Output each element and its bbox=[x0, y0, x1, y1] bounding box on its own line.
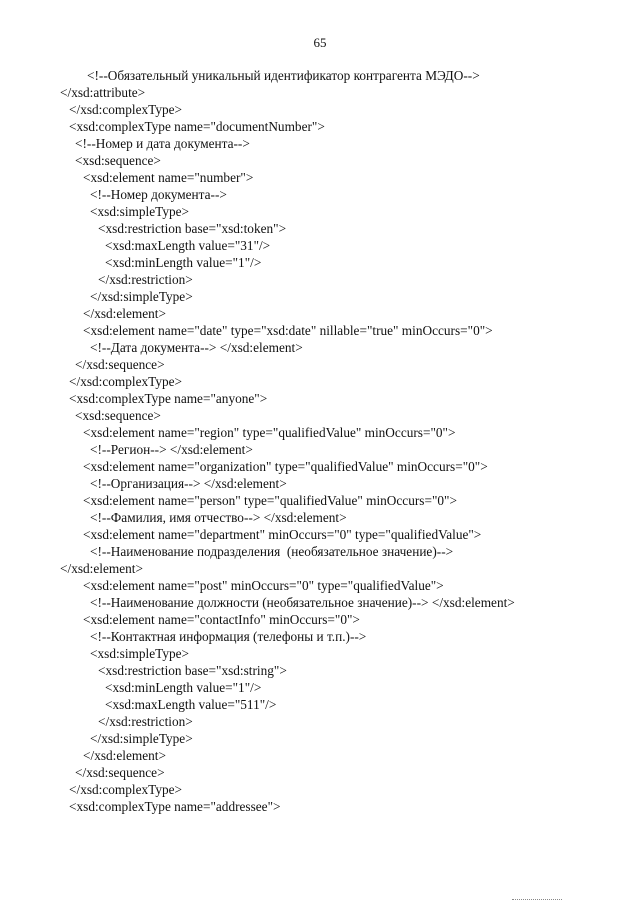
code-line: <!--Номер и дата документа--> bbox=[75, 136, 250, 151]
code-line: <xsd:minLength value="1"/> bbox=[105, 255, 262, 270]
code-line: <xsd:minLength value="1"/> bbox=[105, 680, 262, 695]
code-line: <!--Дата документа--> </xsd:element> bbox=[90, 340, 303, 355]
code-line: <!--Наименование подразделения (необязательное значение)--> bbox=[90, 544, 454, 559]
code-line: </xsd:restriction> bbox=[98, 272, 193, 287]
code-line: <xsd:element name="contactInfo" minOccurs="0"> bbox=[83, 612, 360, 627]
code-line: <!--Контактная информация (телефоны и т.п.)--> bbox=[90, 629, 367, 644]
code-line: <xsd:element name="organization" type="qualifiedValue" minOccurs="0"> bbox=[83, 459, 488, 474]
code-line: <xsd:sequence> bbox=[75, 408, 161, 423]
page-number: 65 bbox=[313, 35, 327, 50]
code-line: <!--Регион--> </xsd:element> bbox=[90, 442, 253, 457]
code-line: </xsd:attribute> bbox=[60, 85, 146, 100]
code-line: <!--Обязательный уникальный идентификатор контрагента МЭДО--> bbox=[87, 68, 480, 83]
code-line: <xsd:restriction base="xsd:token"> bbox=[98, 221, 287, 236]
code-line: <xsd:element name="date" type="xsd:date" nillable="true" minOccurs="0"> bbox=[83, 323, 493, 338]
code-line: </xsd:complexType> bbox=[69, 102, 183, 117]
code-line: <!--Фамилия, имя отчество--> </xsd:element> bbox=[90, 510, 347, 525]
code-line: <xsd:element name="person" type="qualifiedValue" minOccurs="0"> bbox=[83, 493, 457, 508]
code-line: <xsd:maxLength value="31"/> bbox=[105, 238, 271, 253]
code-line: <xsd:maxLength value="511"/> bbox=[105, 697, 277, 712]
code-line: </xsd:complexType> bbox=[69, 782, 183, 797]
code-line: <!--Организация--> </xsd:element> bbox=[90, 476, 287, 491]
code-line: <xsd:element name="post" minOccurs="0" type="qualifiedValue"> bbox=[83, 578, 444, 593]
code-line: <xsd:restriction base="xsd:string"> bbox=[98, 663, 287, 678]
code-line: </xsd:sequence> bbox=[75, 357, 165, 372]
code-line: <xsd:simpleType> bbox=[90, 204, 190, 219]
code-line: <!--Номер документа--> bbox=[90, 187, 227, 202]
code-line: <xsd:complexType name="anyone"> bbox=[69, 391, 268, 406]
code-line: <xsd:simpleType> bbox=[90, 646, 190, 661]
code-line: </xsd:sequence> bbox=[75, 765, 165, 780]
code-line: <xsd:complexType name="addressee"> bbox=[69, 799, 281, 814]
code-line: </xsd:element> bbox=[83, 306, 166, 321]
code-line: <xsd:element name="region" type="qualifiedValue" minOccurs="0"> bbox=[83, 425, 456, 440]
code-line: </xsd:simpleType> bbox=[90, 289, 193, 304]
code-line: </xsd:element> bbox=[60, 561, 143, 576]
code-line: <xsd:sequence> bbox=[75, 153, 161, 168]
code-line: </xsd:restriction> bbox=[98, 714, 193, 729]
code-line: <xsd:element name="number"> bbox=[83, 170, 254, 185]
scan-edge-mark bbox=[512, 899, 562, 900]
code-line: <xsd:element name="department" minOccurs="0" type="qualifiedValue"> bbox=[83, 527, 482, 542]
code-line: </xsd:simpleType> bbox=[90, 731, 193, 746]
code-line: <!--Наименование должности (необязательное значение)--> </xsd:element> bbox=[90, 595, 515, 610]
code-line: </xsd:complexType> bbox=[69, 374, 183, 389]
code-line: <xsd:complexType name="documentNumber"> bbox=[69, 119, 325, 134]
code-line: </xsd:element> bbox=[83, 748, 166, 763]
